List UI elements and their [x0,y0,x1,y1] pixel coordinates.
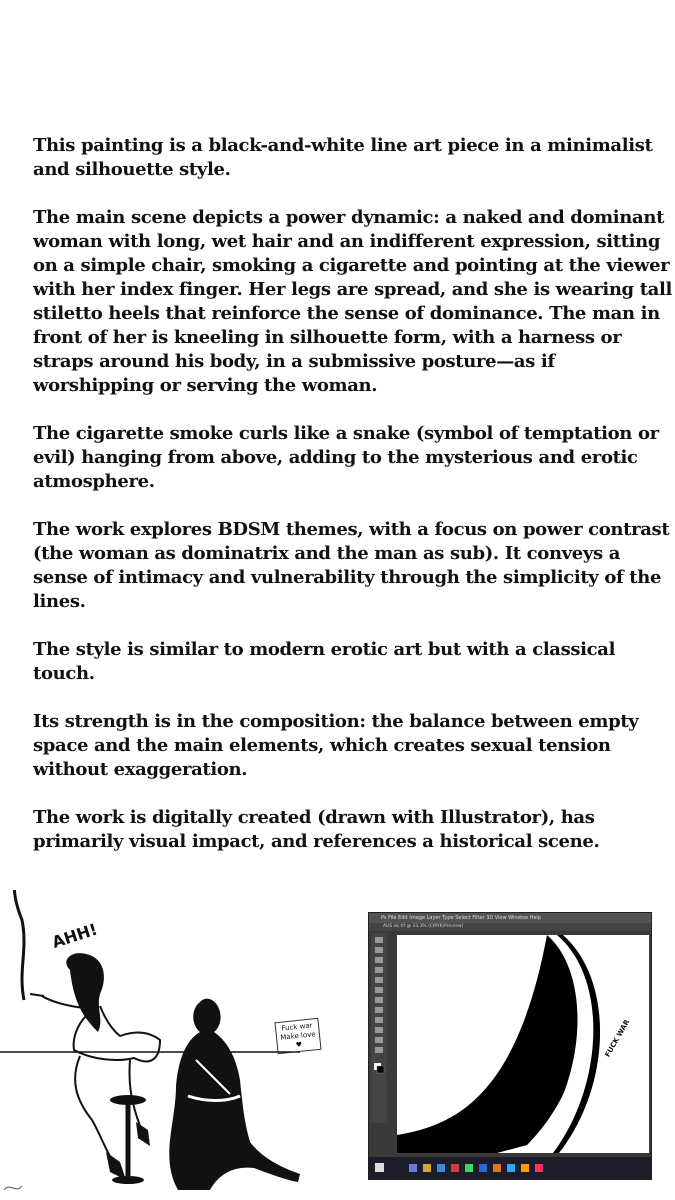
tool-icons [371,933,387,1123]
fuck-war-sign [274,1018,321,1054]
sign-line: Fuck war [281,1021,313,1033]
document-tab: AUS ok.tif @ 33,3% (CMYK/Preview) [369,923,651,931]
tools-panel [371,933,387,1123]
paragraph-technique: The work is digitally created (drawn with Illustrator), has primarily visual impact, and references a historical scene. [33,807,600,852]
paragraph-themes: The work explores BDSM themes, with a focus on power contrast (the woman as dominatrix and the man as sub). It conveys a sense of intimacy and vulnerability through the simplicity of the lines. [33,519,670,612]
menu-bar: Ps File Edit Image Layer Type Select Filter 3D View Window Help [369,913,651,923]
heart-icon: ♥ [295,1040,303,1050]
paragraph-style: The style is similar to modern erotic art but with a classical touch. [33,639,616,684]
speech-exclamation: AHH! [49,919,100,952]
taskbar [369,1157,651,1179]
paragraph-intro: This painting is a black-and-white line art piece in a minimalist and silhouette style. [33,135,653,180]
sign-line: Make love [280,1030,316,1042]
windows-start-icon [375,1163,384,1172]
canvas-fuck-war-text: FUCK WAR [603,1018,632,1059]
stool-base [112,1176,144,1184]
smoke-curl-line [12,890,31,1000]
signature [4,1186,22,1190]
woman-hair [66,953,104,1032]
paragraph-main-scene: The main scene depicts a power dynamic: a naked and dominant woman with long, wet hair and an indifferent expression, sitting on a simple chair, smoking a cigarette and pointing at the viewer with her index finger. Her legs are spread, and she is wearing tall stiletto heels that reinforce the sense of dominance. The man in front of her is kneeling in silhouette form, with a harness or straps around his body, in a submissive posture—as if worshipping or serving the woman. [33,207,672,396]
description-text [33,134,673,878]
canvas [397,935,649,1153]
paragraph-smoke: The cigarette smoke curls like a snake (symbol of temptation or evil) hanging from above, adding to the mysterious and erotic atmosphere. [33,423,659,492]
paragraph-composition: Its strength is in the composition: the balance between empty space and the main elements, which creates sexual tension without exaggeration. [33,711,639,780]
taskbar-icons [369,1157,651,1179]
cigarette [30,994,44,996]
canvas-drawing [397,935,649,1153]
photoshop-screenshot [368,912,652,1180]
